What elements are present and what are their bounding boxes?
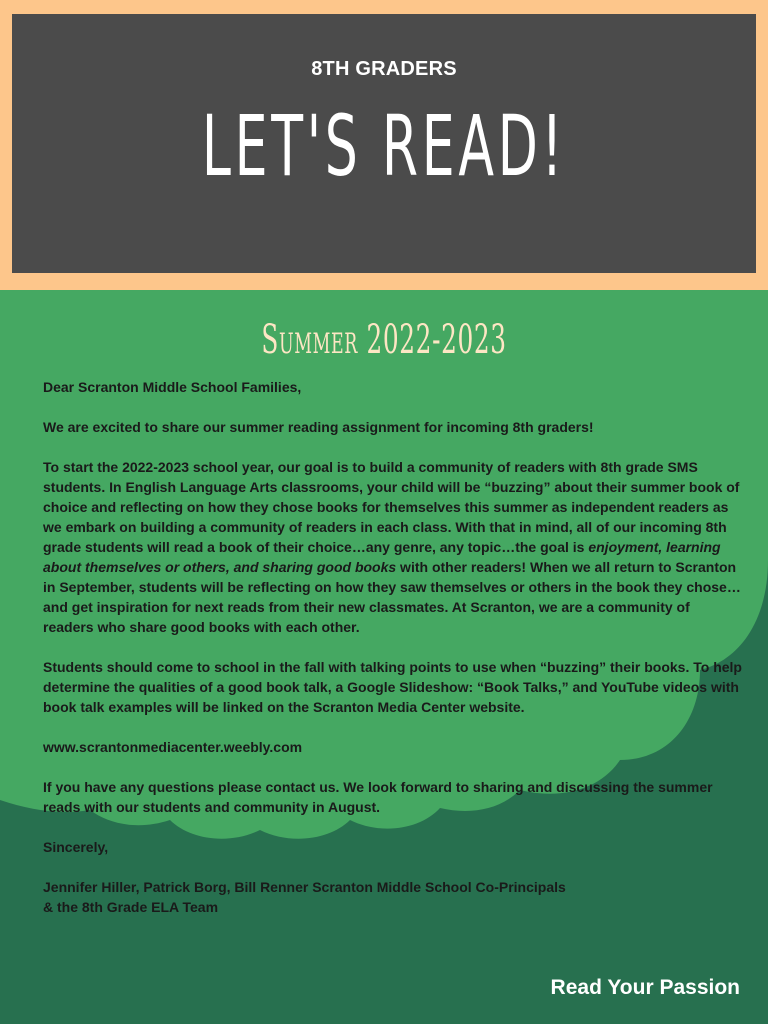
contact-paragraph: If you have any questions please contact us. We look forward to sharing and discussing the summer reads with our students and community in August.: [43, 779, 713, 815]
signature-line-2: & the 8th Grade ELA Team: [43, 899, 219, 915]
salutation: Dear Scranton Middle School Families,: [43, 379, 302, 395]
subtitle: Summer 2022-2023: [261, 317, 507, 363]
signature-line-1: Jennifer Hiller, Patrick Borg, Bill Renner Scranton Middle School Co-Principals: [43, 879, 566, 895]
book-talk-paragraph: Students should come to school in the fall with talking points to use when “buzzing” their books. To help determine the qualities of a good book talk, a Google Slideshow: “Book Talks,” and YouTube videos with book talk examples will be linked on the Scranton Media Center website.: [43, 659, 742, 715]
header-eyebrow: 8TH GRADERS: [311, 58, 457, 80]
page-title: LET'S READ!: [201, 97, 567, 195]
goal-emphasis: enjoyment, learning about themselves or others, and sharing good books: [43, 539, 721, 575]
goal-paragraph: [43, 457, 743, 637]
website-link[interactable]: www.scrantonmediacenter.weebly.com: [43, 739, 303, 755]
footer-tagline: Read Your Passion: [550, 976, 740, 999]
closing: Sincerely,: [43, 839, 109, 855]
letter-body: [43, 377, 743, 917]
intro-paragraph: We are excited to share our summer reading assignment for incoming 8th graders!: [43, 419, 594, 435]
goal-text-a: To start the 2022-2023 school year, our goal is to build a community of readers with 8th grade SMS students. In English Language Arts classrooms, your child will be “buzzing” about their summer book of choice and reflecting on how they chose books for themselves this summer as independent readers as we embark on building a community of readers in each class. With that in mind, all of our incoming 8th grade students will read a book of their choice…any genre, any topic…the goal is: [43, 459, 740, 555]
goal-text-b: with other readers! When we all return to Scranton in September, students will be reflecting on how they saw themselves or others in the book they chose… and get inspiration for next reads from their new classmates. At Scranton, we are a community of readers who share good books with each other.: [43, 559, 741, 635]
